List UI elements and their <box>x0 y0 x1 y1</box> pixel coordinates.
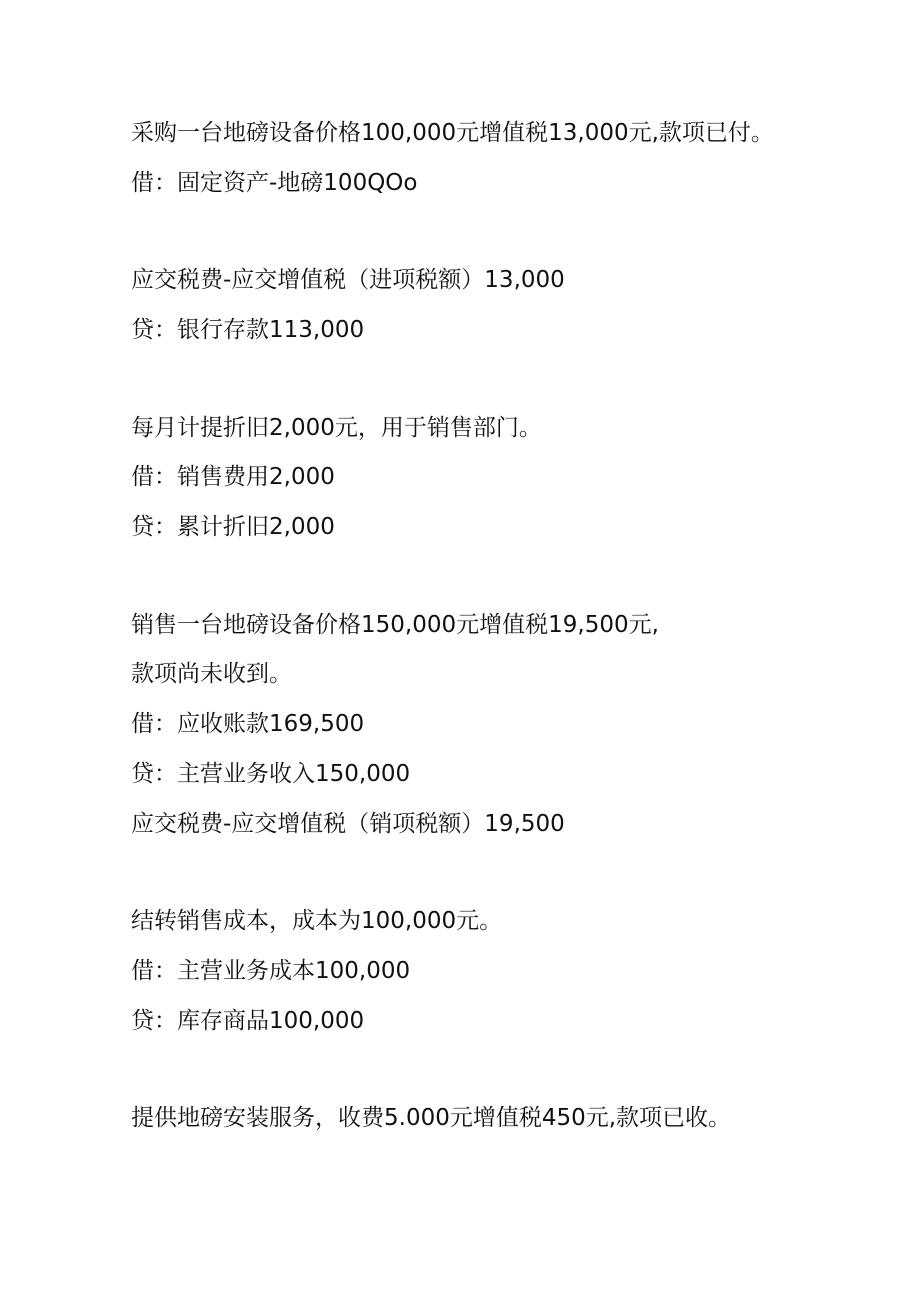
line-output-vat: 应交税费-应交增值税（销项税额）19,500 <box>131 811 565 837</box>
line-installation-service-description: 提供地磅安装服务，收费5.000元增值税450元,款项已收。 <box>131 1105 732 1131</box>
line-debit-main-cost: 借：主营业务成本100,000 <box>131 958 411 984</box>
line-credit-main-revenue: 贷：主营业务收入150,000 <box>131 761 411 787</box>
line-sale-description: 销售一台地磅设备价格150,000元增值税19,500元, <box>131 612 659 638</box>
line-debit-fixed-asset: 借：固定资产-地磅100QOo <box>131 170 418 196</box>
line-credit-accumulated-depreciation: 贷：累计折旧2,000 <box>131 514 335 540</box>
line-credit-inventory: 贷：库存商品100,000 <box>131 1008 365 1034</box>
line-depreciation-description: 每月计提折旧2,000元，用于销售部门。 <box>131 415 542 441</box>
line-cost-transfer-description: 结转销售成本，成本为100,000元。 <box>131 908 503 934</box>
line-debit-accounts-receivable: 借：应收账款169,500 <box>131 711 365 737</box>
line-input-vat: 应交税费-应交增值税（进项税额）13,000 <box>131 267 565 293</box>
line-debit-sales-expense: 借：销售费用2,000 <box>131 464 335 490</box>
line-sale-description-continued: 款项尚未收到。 <box>131 661 292 687</box>
line-credit-bank-deposit: 贷：银行存款113,000 <box>131 317 365 343</box>
line-purchase-description: 采购一台地磅设备价格100,000元增值税13,000元,款项已付。 <box>131 120 774 146</box>
